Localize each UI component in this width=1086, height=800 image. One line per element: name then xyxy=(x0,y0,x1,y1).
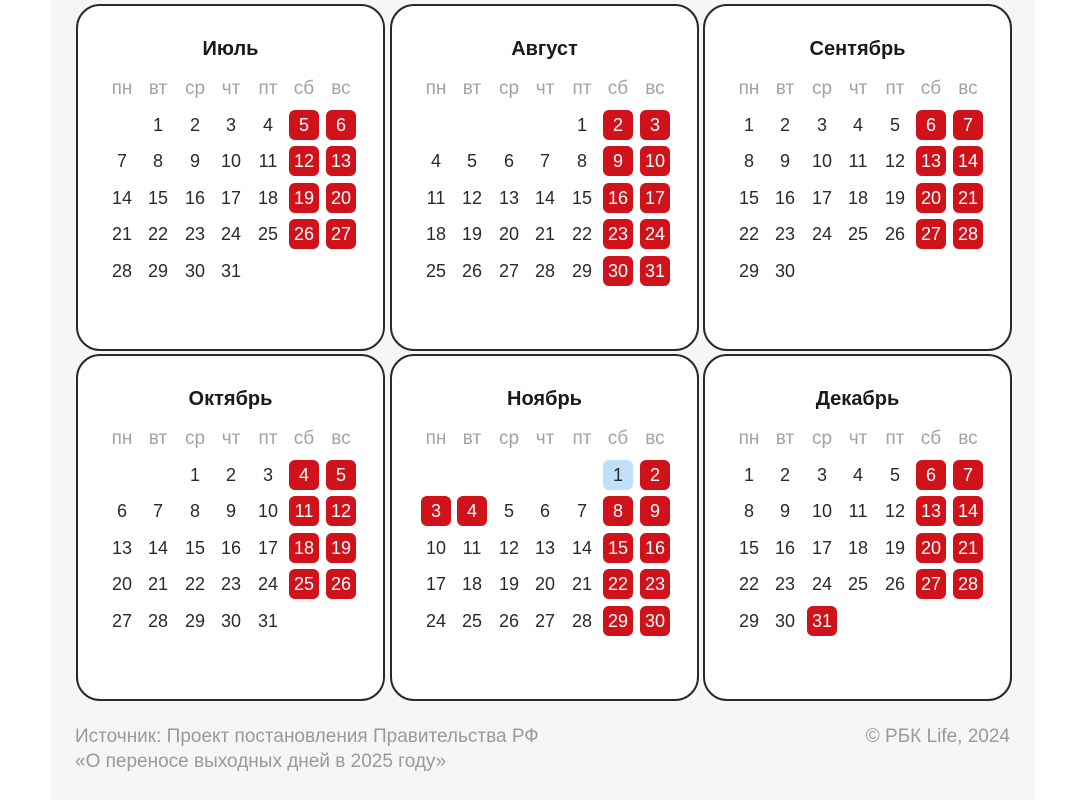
day-off-cell: 15 xyxy=(603,533,633,563)
weekday-label: вт xyxy=(148,78,168,99)
day-cell: 27 xyxy=(111,611,133,631)
day-cell: 12 xyxy=(498,538,520,558)
day-cell: 18 xyxy=(425,224,447,244)
weekday-label: сб xyxy=(607,78,629,99)
day-cell: 22 xyxy=(184,574,206,594)
day-off-cell: 20 xyxy=(326,183,356,213)
day-off-cell: 13 xyxy=(326,146,356,176)
day-cell: 31 xyxy=(257,611,279,631)
day-cell: 20 xyxy=(111,574,133,594)
day-cell: 7 xyxy=(116,151,127,171)
day-off-cell: 13 xyxy=(916,146,946,176)
day-off-cell: 6 xyxy=(326,110,356,140)
day-cell: 24 xyxy=(811,574,833,594)
day-off-cell: 12 xyxy=(289,146,319,176)
day-cell: 18 xyxy=(847,538,869,558)
day-cell: 30 xyxy=(220,611,242,631)
day-cell: 25 xyxy=(461,611,483,631)
source-note xyxy=(75,724,539,774)
day-cell: 19 xyxy=(884,188,906,208)
day-cell: 6 xyxy=(503,151,514,171)
day-cell: 16 xyxy=(220,538,242,558)
day-off-cell: 27 xyxy=(916,569,946,599)
weekday-label: сб xyxy=(607,428,629,449)
day-off-cell: 27 xyxy=(326,219,356,249)
day-off-cell: 9 xyxy=(640,496,670,526)
day-cell: 6 xyxy=(539,501,550,521)
day-cell: 4 xyxy=(852,115,863,135)
day-off-cell: 30 xyxy=(640,606,670,636)
day-off-cell: 26 xyxy=(289,219,319,249)
day-off-cell: 20 xyxy=(916,533,946,563)
day-cell: 1 xyxy=(743,465,754,485)
weekday-label: пт xyxy=(572,78,592,99)
day-cell: 3 xyxy=(816,465,827,485)
copyright: © РБК Life, 2024 xyxy=(865,726,1010,747)
day-cell: 13 xyxy=(111,538,133,558)
day-cell: 28 xyxy=(147,611,169,631)
day-off-cell: 19 xyxy=(326,533,356,563)
day-cell: 14 xyxy=(534,188,556,208)
day-cell: 22 xyxy=(147,224,169,244)
day-cell: 29 xyxy=(738,261,760,281)
day-cell: 21 xyxy=(571,574,593,594)
day-cell: 30 xyxy=(774,261,796,281)
day-cell: 25 xyxy=(425,261,447,281)
day-cell: 7 xyxy=(152,501,163,521)
day-cell: 12 xyxy=(884,501,906,521)
day-off-cell: 24 xyxy=(640,219,670,249)
day-cell: 22 xyxy=(738,224,760,244)
day-cell: 26 xyxy=(884,224,906,244)
day-off-cell: 17 xyxy=(640,183,670,213)
day-off-cell: 31 xyxy=(640,256,670,286)
day-cell: 18 xyxy=(461,574,483,594)
day-cell: 19 xyxy=(498,574,520,594)
weekday-label: чт xyxy=(535,428,555,449)
month-card xyxy=(76,4,385,351)
day-off-cell: 21 xyxy=(953,533,983,563)
day-cell: 23 xyxy=(184,224,206,244)
day-cell: 24 xyxy=(220,224,242,244)
weekday-label: вс xyxy=(331,428,351,449)
day-off-cell: 31 xyxy=(807,606,837,636)
month-card xyxy=(76,354,385,701)
weekday-label: вс xyxy=(958,428,978,449)
day-cell: 3 xyxy=(816,115,827,135)
day-cell: 15 xyxy=(571,188,593,208)
weekday-label: ср xyxy=(498,428,520,449)
day-off-cell: 30 xyxy=(603,256,633,286)
day-cell: 5 xyxy=(466,151,477,171)
day-cell: 21 xyxy=(147,574,169,594)
day-cell: 3 xyxy=(225,115,236,135)
day-off-cell: 28 xyxy=(953,569,983,599)
day-cell: 2 xyxy=(189,115,200,135)
day-cell: 10 xyxy=(220,151,242,171)
day-cell: 25 xyxy=(847,224,869,244)
weekday-label: чт xyxy=(848,78,868,99)
day-cell: 31 xyxy=(220,261,242,281)
day-off-cell: 9 xyxy=(603,146,633,176)
day-cell: 5 xyxy=(889,465,900,485)
day-cell: 8 xyxy=(189,501,200,521)
day-off-cell: 12 xyxy=(326,496,356,526)
day-cell: 8 xyxy=(743,151,754,171)
day-off-cell: 28 xyxy=(953,219,983,249)
day-off-cell: 29 xyxy=(603,606,633,636)
day-cell: 1 xyxy=(152,115,163,135)
day-off-cell: 11 xyxy=(289,496,319,526)
day-cell: 26 xyxy=(498,611,520,631)
day-cell: 29 xyxy=(147,261,169,281)
day-cell: 17 xyxy=(811,538,833,558)
day-cell: 10 xyxy=(811,151,833,171)
day-cell: 28 xyxy=(571,611,593,631)
weekday-label: чт xyxy=(535,78,555,99)
day-cell: 11 xyxy=(426,188,446,208)
day-cell: 13 xyxy=(498,188,520,208)
day-cell: 10 xyxy=(811,501,833,521)
day-cell: 26 xyxy=(461,261,483,281)
day-cell: 9 xyxy=(779,151,790,171)
day-cell: 13 xyxy=(534,538,556,558)
day-cell: 26 xyxy=(884,574,906,594)
weekday-label: вт xyxy=(462,428,482,449)
day-cell: 29 xyxy=(184,611,206,631)
day-cell: 11 xyxy=(462,538,482,558)
weekday-label: вс xyxy=(958,78,978,99)
day-cell: 17 xyxy=(257,538,279,558)
day-cell: 29 xyxy=(571,261,593,281)
month-card xyxy=(390,4,699,351)
day-cell: 12 xyxy=(461,188,483,208)
day-cell: 2 xyxy=(779,115,790,135)
day-off-cell: 16 xyxy=(640,533,670,563)
day-cell: 7 xyxy=(576,501,587,521)
weekday-label: сб xyxy=(293,78,315,99)
weekday-label: пн xyxy=(738,78,760,99)
day-off-cell: 16 xyxy=(603,183,633,213)
day-off-cell: 5 xyxy=(326,460,356,490)
day-cell: 9 xyxy=(189,151,200,171)
day-off-cell: 20 xyxy=(916,183,946,213)
day-cell: 8 xyxy=(152,151,163,171)
month-title: Декабрь xyxy=(815,388,900,410)
day-cell: 14 xyxy=(111,188,133,208)
day-cell: 24 xyxy=(811,224,833,244)
source-line-2: «О переносе выходных дней в 2025 году» xyxy=(75,751,447,772)
day-off-cell: 3 xyxy=(640,110,670,140)
day-off-cell: 14 xyxy=(953,496,983,526)
day-cell: 23 xyxy=(774,574,796,594)
weekday-label: сб xyxy=(920,78,942,99)
day-cell: 11 xyxy=(258,151,278,171)
weekday-label: вс xyxy=(645,78,665,99)
weekday-label: пн xyxy=(111,428,133,449)
month-title: Ноябрь xyxy=(507,388,582,410)
shortened-day-cell: 1 xyxy=(603,460,633,490)
day-cell: 25 xyxy=(847,574,869,594)
day-off-cell: 13 xyxy=(916,496,946,526)
day-cell: 22 xyxy=(571,224,593,244)
day-cell: 24 xyxy=(425,611,447,631)
weekday-label: пт xyxy=(885,78,905,99)
month-title: Октябрь xyxy=(188,388,273,410)
day-cell: 23 xyxy=(220,574,242,594)
weekday-label: ср xyxy=(811,428,833,449)
day-cell: 15 xyxy=(147,188,169,208)
day-off-cell: 5 xyxy=(289,110,319,140)
day-off-cell: 4 xyxy=(457,496,487,526)
day-cell: 1 xyxy=(576,115,587,135)
day-cell: 21 xyxy=(534,224,556,244)
day-cell: 30 xyxy=(184,261,206,281)
day-cell: 28 xyxy=(111,261,133,281)
day-cell: 4 xyxy=(430,151,441,171)
day-cell: 20 xyxy=(498,224,520,244)
month-title: Июль xyxy=(202,38,259,60)
day-cell: 10 xyxy=(425,538,447,558)
day-cell: 25 xyxy=(257,224,279,244)
day-off-cell: 18 xyxy=(289,533,319,563)
weekday-label: пт xyxy=(258,428,278,449)
day-cell: 11 xyxy=(848,501,868,521)
day-cell: 19 xyxy=(461,224,483,244)
weekday-label: пн xyxy=(111,78,133,99)
day-off-cell: 25 xyxy=(289,569,319,599)
day-cell: 27 xyxy=(534,611,556,631)
weekday-label: чт xyxy=(848,428,868,449)
day-cell: 22 xyxy=(738,574,760,594)
day-cell: 29 xyxy=(738,611,760,631)
day-cell: 23 xyxy=(774,224,796,244)
day-off-cell: 3 xyxy=(421,496,451,526)
day-off-cell: 7 xyxy=(953,460,983,490)
weekday-label: сб xyxy=(293,428,315,449)
day-cell: 4 xyxy=(262,115,273,135)
day-cell: 24 xyxy=(257,574,279,594)
day-cell: 16 xyxy=(774,538,796,558)
weekday-label: вт xyxy=(462,78,482,99)
weekday-label: вт xyxy=(148,428,168,449)
weekday-label: вс xyxy=(645,428,665,449)
day-cell: 14 xyxy=(147,538,169,558)
day-off-cell: 22 xyxy=(603,569,633,599)
weekday-label: пн xyxy=(425,428,447,449)
day-off-cell: 19 xyxy=(289,183,319,213)
day-off-cell: 14 xyxy=(953,146,983,176)
day-cell: 7 xyxy=(539,151,550,171)
source-line-1: Источник: Проект постановления Правительства РФ xyxy=(75,726,539,747)
day-cell: 15 xyxy=(738,538,760,558)
day-cell: 19 xyxy=(884,538,906,558)
day-off-cell: 21 xyxy=(953,183,983,213)
weekday-label: вс xyxy=(331,78,351,99)
day-cell: 2 xyxy=(779,465,790,485)
weekday-label: чт xyxy=(221,428,241,449)
weekday-label: пн xyxy=(425,78,447,99)
day-cell: 30 xyxy=(774,611,796,631)
weekday-label: вт xyxy=(775,78,795,99)
month-card xyxy=(703,4,1012,351)
day-cell: 16 xyxy=(774,188,796,208)
day-cell: 21 xyxy=(111,224,133,244)
day-cell: 4 xyxy=(852,465,863,485)
weekday-label: пт xyxy=(885,428,905,449)
day-cell: 5 xyxy=(503,501,514,521)
day-cell: 15 xyxy=(738,188,760,208)
day-cell: 10 xyxy=(257,501,279,521)
day-off-cell: 2 xyxy=(603,110,633,140)
weekday-label: вт xyxy=(775,428,795,449)
weekday-label: пт xyxy=(572,428,592,449)
day-off-cell: 6 xyxy=(916,110,946,140)
weekday-label: ср xyxy=(184,428,206,449)
day-off-cell: 27 xyxy=(916,219,946,249)
day-cell: 3 xyxy=(262,465,273,485)
month-title: Август xyxy=(511,38,578,60)
day-off-cell: 8 xyxy=(603,496,633,526)
day-cell: 12 xyxy=(884,151,906,171)
day-off-cell: 26 xyxy=(326,569,356,599)
day-cell: 17 xyxy=(811,188,833,208)
day-cell: 14 xyxy=(571,538,593,558)
day-cell: 6 xyxy=(116,501,127,521)
day-cell: 5 xyxy=(889,115,900,135)
month-title: Сентябрь xyxy=(809,38,906,60)
day-cell: 15 xyxy=(184,538,206,558)
day-cell: 8 xyxy=(743,501,754,521)
weekday-label: пн xyxy=(738,428,760,449)
day-cell: 9 xyxy=(779,501,790,521)
day-cell: 2 xyxy=(225,465,236,485)
day-off-cell: 7 xyxy=(953,110,983,140)
day-off-cell: 2 xyxy=(640,460,670,490)
day-cell: 17 xyxy=(220,188,242,208)
month-card xyxy=(390,354,699,701)
day-cell: 1 xyxy=(189,465,200,485)
day-off-cell: 6 xyxy=(916,460,946,490)
day-off-cell: 4 xyxy=(289,460,319,490)
weekday-label: ср xyxy=(811,78,833,99)
day-cell: 18 xyxy=(257,188,279,208)
day-cell: 27 xyxy=(498,261,520,281)
month-card xyxy=(703,354,1012,701)
weekday-label: ср xyxy=(184,78,206,99)
day-cell: 20 xyxy=(534,574,556,594)
weekday-label: пт xyxy=(258,78,278,99)
weekday-label: чт xyxy=(221,78,241,99)
weekday-label: сб xyxy=(920,428,942,449)
day-cell: 1 xyxy=(743,115,754,135)
day-cell: 8 xyxy=(576,151,587,171)
day-off-cell: 23 xyxy=(603,219,633,249)
day-cell: 18 xyxy=(847,188,869,208)
day-cell: 17 xyxy=(425,574,447,594)
day-off-cell: 10 xyxy=(640,146,670,176)
day-cell: 9 xyxy=(225,501,236,521)
day-cell: 16 xyxy=(184,188,206,208)
day-off-cell: 23 xyxy=(640,569,670,599)
day-cell: 11 xyxy=(848,151,868,171)
weekday-label: ср xyxy=(498,78,520,99)
day-cell: 28 xyxy=(534,261,556,281)
